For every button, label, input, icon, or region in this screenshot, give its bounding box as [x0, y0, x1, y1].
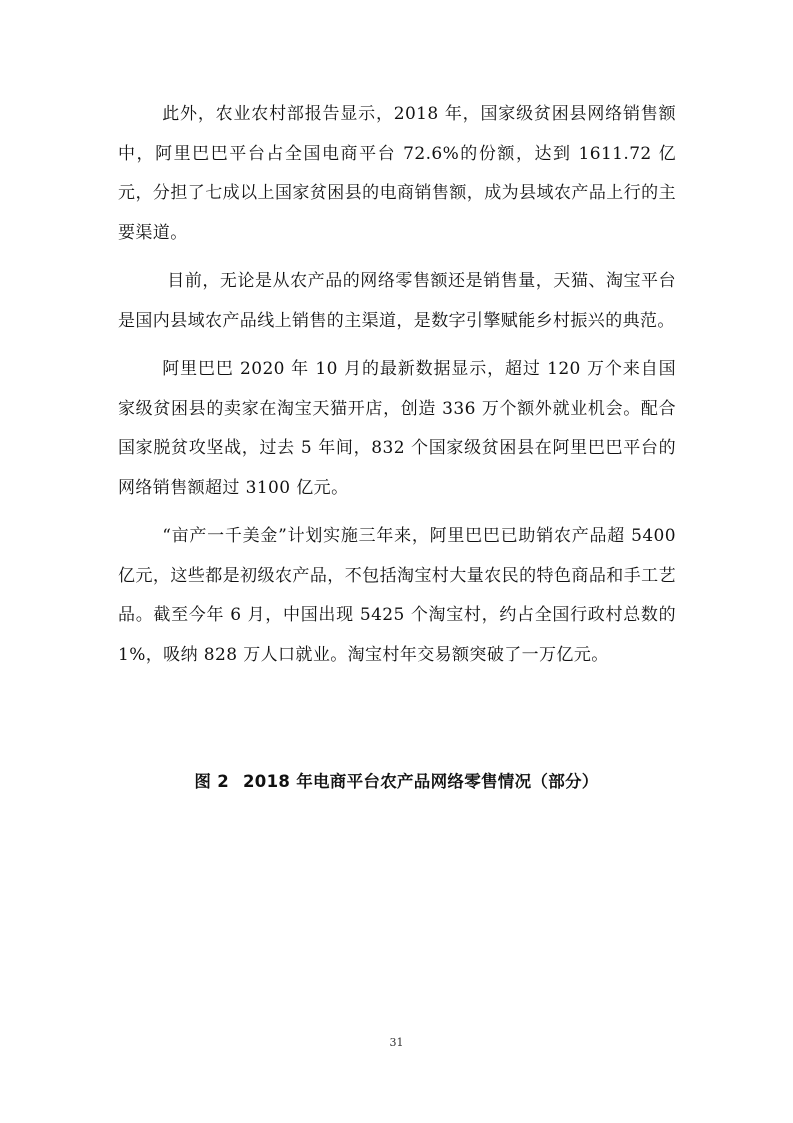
figure-title: 2018 年电商平台农产品网络零售情况（部分） [243, 772, 599, 791]
paragraph: 此外，农业农村部报告显示，2018 年，国家级贫困县网络销售额中，阿里巴巴平台占全国电商平台 72.6%的份额，达到 1611.72 亿元，分担了七成以上国家贫困县的电商销售额，成为县域农产品上行的主要渠道。 [118, 104, 676, 243]
figure-caption [0, 768, 793, 792]
paragraph: 目前，无论是从农产品的网络零售额还是销售量，天猫、淘宝平台是国内县域农产品线上销售的主渠道，是数字引擎赋能乡村振兴的典范。 [118, 271, 676, 331]
paragraph: 阿里巴巴 2020 年 10 月的最新数据显示，超过 120 万个来自国家级贫困县的卖家在淘宝天猫开店，创造 336 万个额外就业机会。配合国家脱贫攻坚战，过去 5 年间，832 个国家级贫困县在阿里巴巴平台的网络销售额超过 3100 亿元。 [118, 359, 676, 498]
page-number: 31 [389, 1036, 404, 1049]
paragraph: “亩产一千美金”计划实施三年来，阿里巴巴已助销农产品超 5400 亿元，这些都是初级农产品，不包括淘宝村大量农民的特色商品和手工艺品。截至今年 6 月，中国出现 5425 个淘宝村，约占全国行政村总数的 1%，吸纳 828 万人口就业。淘宝村年交易额突破了一万亿元。 [118, 526, 676, 665]
body-text [118, 95, 676, 684]
figure-number: 图 2 [194, 772, 230, 791]
